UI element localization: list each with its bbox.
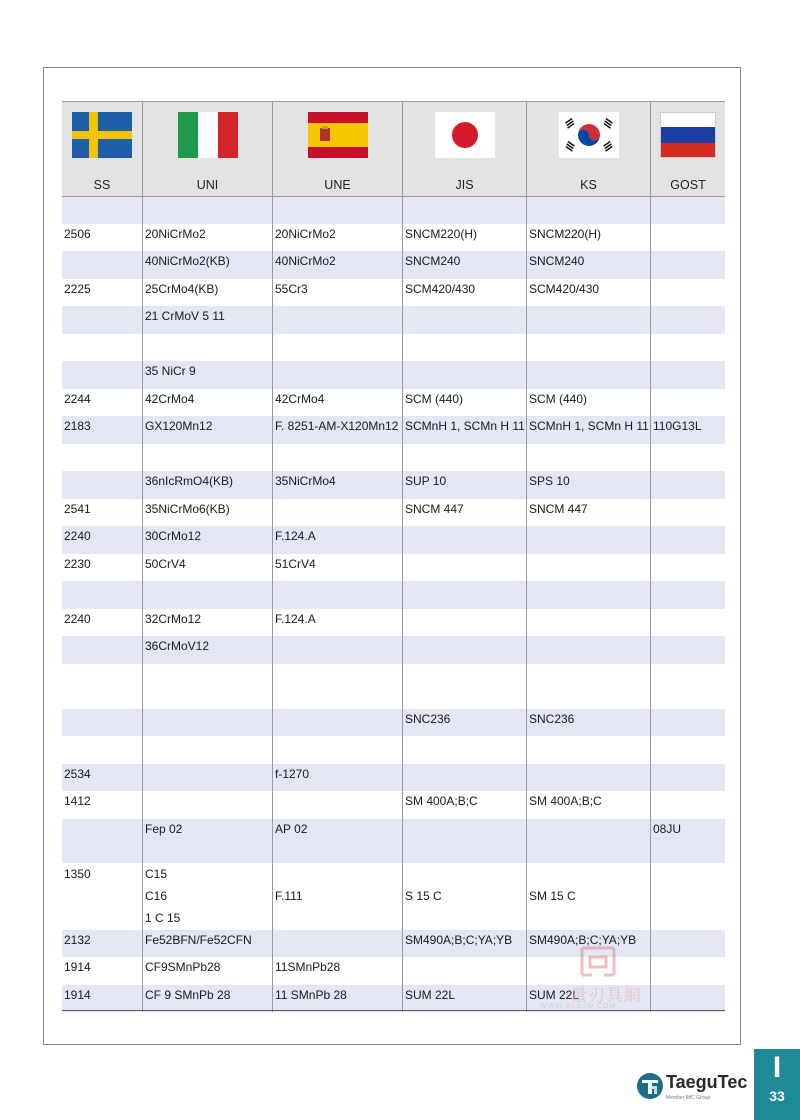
table-row — [62, 389, 725, 416]
table-cell-gost — [651, 526, 725, 554]
table-cell-jis: SNCM 447 — [403, 499, 527, 526]
table-cell-une: 11 SMnPb 28 — [273, 985, 403, 1012]
table-cell-ss — [62, 581, 143, 609]
cell-line — [529, 863, 650, 885]
table-cell-ss — [62, 863, 143, 930]
table-cell-jis — [403, 581, 527, 609]
table-cell-uni: 30CrMo12 — [143, 526, 273, 554]
table-cell-une — [273, 197, 403, 224]
table-cell-ks — [527, 764, 651, 791]
table-cell-uni — [143, 736, 273, 764]
table-cell-jis — [403, 306, 527, 334]
table-cell-une — [273, 736, 403, 764]
logo-subtext: Member IMC Group — [666, 1095, 711, 1101]
table-cell-uni: 20NiCrMo2 — [143, 224, 273, 251]
watermark-text: 量刃具網 — [570, 986, 642, 1005]
table-cell-uni: 35 NiCr 9 — [143, 361, 273, 389]
table-cell-jis — [403, 636, 527, 664]
table-cell-jis — [403, 957, 527, 985]
table-cell-jis — [403, 197, 527, 224]
cell-line: S 15 C — [405, 889, 442, 903]
table-cell-ks: SUM 22L — [527, 985, 651, 1012]
cell-line: 1350 — [64, 867, 91, 881]
table-cell-une — [273, 581, 403, 609]
table-row — [62, 416, 725, 444]
table-cell-ks — [527, 526, 651, 554]
table-row — [62, 609, 725, 636]
table-cell-ss: 2244 — [62, 389, 143, 416]
cell-line: C16 — [145, 889, 168, 903]
cell-line — [275, 863, 402, 885]
table-cell-ss: 2534 — [62, 764, 143, 791]
section-tab — [754, 1049, 800, 1120]
table-cell-uni — [143, 791, 273, 819]
table-cell-gost — [651, 279, 725, 306]
table-cell-jis — [403, 609, 527, 636]
table-cell-ks — [527, 334, 651, 361]
korea-flag-icon — [559, 112, 619, 158]
italy-flag-icon — [178, 112, 238, 158]
table-cell-uni: Fep 02 — [143, 819, 273, 863]
table-cell-jis — [403, 554, 527, 581]
table-cell-ss: 2506 — [62, 224, 143, 251]
table-cell-ss — [62, 251, 143, 279]
table-cell-une — [273, 791, 403, 819]
table-row — [62, 197, 725, 224]
header-ks — [527, 102, 651, 196]
table-cell-gost — [651, 791, 725, 819]
page-number: 33 — [769, 1088, 785, 1104]
table-cell-ks: SNCM240 — [527, 251, 651, 279]
table-cell-uni: 40NiCrMo2(KB) — [143, 251, 273, 279]
table-cell-jis — [403, 819, 527, 863]
table-cell-une — [273, 361, 403, 389]
table-cell-ks — [527, 736, 651, 764]
table-row — [62, 499, 725, 526]
table-cell-gost — [651, 361, 725, 389]
table-row — [62, 764, 725, 791]
table-cell-ks — [527, 361, 651, 389]
table-row — [62, 361, 725, 389]
table-cell-une — [273, 709, 403, 736]
table-cell-une: AP 02 — [273, 819, 403, 863]
cell-line: SM 15 C — [529, 889, 576, 903]
table-cell-uni: 25CrMo4(KB) — [143, 279, 273, 306]
table-cell-gost — [651, 736, 725, 764]
table-cell-gost — [651, 636, 725, 664]
header-label: GOST — [670, 178, 706, 192]
table-cell-uni: 36nIcRmO4(KB) — [143, 471, 273, 499]
header-label: SS — [93, 178, 111, 192]
table-cell-ss: 1914 — [62, 957, 143, 985]
table-cell-jis — [403, 863, 527, 930]
table-cell-gost — [651, 444, 725, 471]
table-cell-gost: 110G13L — [653, 419, 702, 433]
table-cell-gost — [651, 709, 725, 736]
table-cell-ss: 1914 — [62, 985, 143, 1012]
table-cell-ss: 2225 — [62, 279, 143, 306]
table-cell-une: 11SMnPb28 — [273, 957, 403, 985]
table-cell-ss: 2132 — [62, 930, 143, 957]
table-cell-jis: SNCM220(H) — [403, 224, 527, 251]
table-row — [62, 709, 725, 736]
table-cell-uni — [143, 444, 273, 471]
table-cell-uni: CF9SMnPb28 — [143, 957, 273, 985]
table-cell-jis: SNCM240 — [403, 251, 527, 279]
table-cell-gost — [651, 197, 725, 224]
table-cell-ks: SCM420/430 — [527, 279, 651, 306]
table-cell-gost — [651, 764, 725, 791]
table-cell-jis: SCM (440) — [403, 389, 527, 416]
table-cell-gost — [651, 499, 725, 526]
table-cell-gost — [651, 471, 725, 499]
table-cell-une — [273, 334, 403, 361]
table-cell-uni: 32CrMo12 — [143, 609, 273, 636]
table-cell-gost — [651, 863, 725, 930]
header-label: UNE — [324, 178, 351, 192]
logo-text: TaeguTec — [666, 1072, 748, 1092]
table-cell-ss — [62, 709, 143, 736]
table-cell-uni — [143, 709, 273, 736]
table-cell-gost — [651, 224, 725, 251]
table-cell-une: 35NiCrMo4 — [273, 471, 403, 499]
taegutec-logo — [636, 1070, 754, 1104]
watermark — [540, 945, 670, 1011]
table-cell-jis — [403, 444, 527, 471]
table-cell-jis: SM490A;B;C;YA;YB — [403, 930, 527, 957]
table-row — [62, 636, 725, 664]
table-cell-une — [273, 636, 403, 664]
table-cell-gost — [651, 334, 725, 361]
table-cell-ks: SCM (440) — [527, 389, 651, 416]
table-cell-une: 42CrMo4 — [273, 389, 403, 416]
header-label: KS — [580, 178, 597, 192]
table-cell-ks — [527, 581, 651, 609]
table-cell-uni: 50CrV4 — [143, 554, 273, 581]
watermark-url: WWW.GLBJW.COM — [540, 1003, 617, 1010]
table-cell-une — [273, 306, 403, 334]
table-cell-gost — [651, 554, 725, 581]
table-cell-une: 51CrV4 — [273, 554, 403, 581]
table-cell-gost — [651, 609, 725, 636]
table-cell-ks — [527, 554, 651, 581]
table-cell-jis: SUP 10 — [403, 471, 527, 499]
table-cell-ks — [527, 863, 651, 930]
table-cell-gost — [651, 306, 725, 334]
header-label: UNI — [196, 178, 219, 192]
table-cell-jis: SCM420/430 — [403, 279, 527, 306]
table-row — [62, 224, 725, 251]
table-cell-uni: CF 9 SMnPb 28 — [143, 985, 273, 1012]
table-cell-gost — [651, 581, 725, 609]
table-cell-jis — [403, 764, 527, 791]
table-cell-ks — [527, 609, 651, 636]
table-cell-ks: SPS 10 — [527, 471, 651, 499]
table-cell-une: f-1270 — [273, 764, 403, 791]
table-cell-uni: 21 CrMoV 5 11 — [143, 306, 273, 334]
table-cell-ss: 2230 — [62, 554, 143, 581]
table-row — [62, 581, 725, 609]
table-row — [62, 819, 725, 863]
table-cell-ss — [62, 334, 143, 361]
table-cell-gost — [651, 251, 725, 279]
table-cell-uni: 36CrMoV12 — [143, 636, 273, 664]
table-cell-gost — [651, 389, 725, 416]
table-cell-jis — [403, 664, 527, 709]
table-cell-ks: SCMnH 1, SCMn H 11 — [527, 416, 651, 444]
table-row — [62, 471, 725, 499]
cell-line: F.111 — [275, 889, 303, 903]
header-uni — [143, 102, 273, 196]
japan-flag-icon — [435, 112, 495, 158]
table-cell-ks — [527, 444, 651, 471]
table-cell-ks: SNCM220(H) — [527, 224, 651, 251]
table-cell-jis — [403, 736, 527, 764]
table-body — [62, 197, 725, 1012]
cell-line — [653, 863, 725, 885]
table-row — [62, 554, 725, 581]
table-row — [62, 306, 725, 334]
header-une — [273, 102, 403, 196]
cell-line: C15 — [145, 867, 168, 881]
table-cell-une — [273, 664, 403, 709]
table-cell-jis: SM 400A;B;C — [403, 791, 527, 819]
table-cell-ss — [62, 444, 143, 471]
table-row — [62, 279, 725, 306]
table-cell-uni: GX120Mn12 — [143, 416, 273, 444]
table-cell-ks — [527, 197, 651, 224]
table-cell-uni: 42CrMo4 — [143, 389, 273, 416]
table-cell-ss: 2541 — [62, 499, 143, 526]
table-header — [62, 101, 725, 197]
table-cell-ss — [62, 664, 143, 709]
table-cell-ss — [62, 197, 143, 224]
table-cell-ss: 1412 — [62, 791, 143, 819]
table-cell-ks: SNCM 447 — [527, 499, 651, 526]
table-cell-uni: Fe52BFN/Fe52CFN — [143, 930, 273, 957]
cell-line: 1 C 15 — [145, 911, 181, 925]
table-cell-ss — [62, 819, 143, 863]
table-row — [62, 251, 725, 279]
table-cell-gost — [651, 664, 725, 709]
table-cell-une: 40NiCrMo2 — [273, 251, 403, 279]
table-cell-une — [273, 863, 403, 930]
table-row — [62, 526, 725, 554]
table-cell-ks — [527, 664, 651, 709]
table-cell-uni: 35NiCrMo6(KB) — [143, 499, 273, 526]
sweden-flag-icon — [72, 112, 132, 158]
table-cell-une — [273, 444, 403, 471]
table-row — [62, 334, 725, 361]
spain-flag-icon — [308, 112, 368, 158]
table-cell-ss — [62, 471, 143, 499]
table-cell-une — [273, 930, 403, 957]
table-row — [62, 736, 725, 764]
table-cell-ss — [62, 306, 143, 334]
section-letter: I — [772, 1051, 782, 1084]
table-cell-ks — [527, 636, 651, 664]
table-cell-uni — [143, 764, 273, 791]
table-cell-uni — [143, 664, 273, 709]
table-cell-ks: SM 400A;B;C — [527, 791, 651, 819]
header-label: JIS — [455, 178, 474, 192]
table-cell-ks: SM490A;B;C;YA;YB — [527, 930, 651, 957]
table-cell-jis — [403, 361, 527, 389]
table-cell-uni — [143, 334, 273, 361]
table-cell-une — [273, 499, 403, 526]
table-cell-une: F.124.A — [273, 526, 403, 554]
table-cell-ss — [62, 736, 143, 764]
table-row — [62, 791, 725, 819]
table-cell-uni — [143, 581, 273, 609]
table-cell-jis — [403, 526, 527, 554]
table-cell-une: F. 8251-AM-X120Mn12 — [273, 416, 403, 444]
header-jis — [403, 102, 527, 196]
table-cell-jis — [403, 334, 527, 361]
table-cell-ss: 2183 — [62, 416, 143, 444]
table-cell-ks — [527, 819, 651, 863]
table-cell-ss — [62, 636, 143, 664]
material-comparison-table — [62, 101, 725, 1012]
table-cell-une: F.124.A — [273, 609, 403, 636]
table-cell-jis: SCMnH 1, SCMn H 11 — [403, 416, 527, 444]
header-gost — [651, 102, 725, 196]
table-row — [62, 863, 725, 930]
table-cell-ss — [62, 361, 143, 389]
table-cell-une: 20NiCrMo2 — [273, 224, 403, 251]
table-row — [62, 664, 725, 709]
russia-flag-icon — [660, 112, 716, 158]
table-cell-une: 55Cr3 — [273, 279, 403, 306]
table-cell-ks: SNC236 — [527, 709, 651, 736]
table-cell-uni — [143, 863, 273, 930]
table-cell-jis: SNC236 — [403, 709, 527, 736]
header-ss — [62, 102, 143, 196]
table-cell-gost: 08JU — [653, 822, 682, 836]
table-cell-uni — [143, 197, 273, 224]
table-cell-jis: SUM 22L — [403, 985, 527, 1012]
cell-line — [405, 863, 526, 885]
table-cell-ks — [527, 306, 651, 334]
table-cell-ss: 2240 — [62, 526, 143, 554]
table-row — [62, 444, 725, 471]
table-cell-ss: 2240 — [62, 609, 143, 636]
